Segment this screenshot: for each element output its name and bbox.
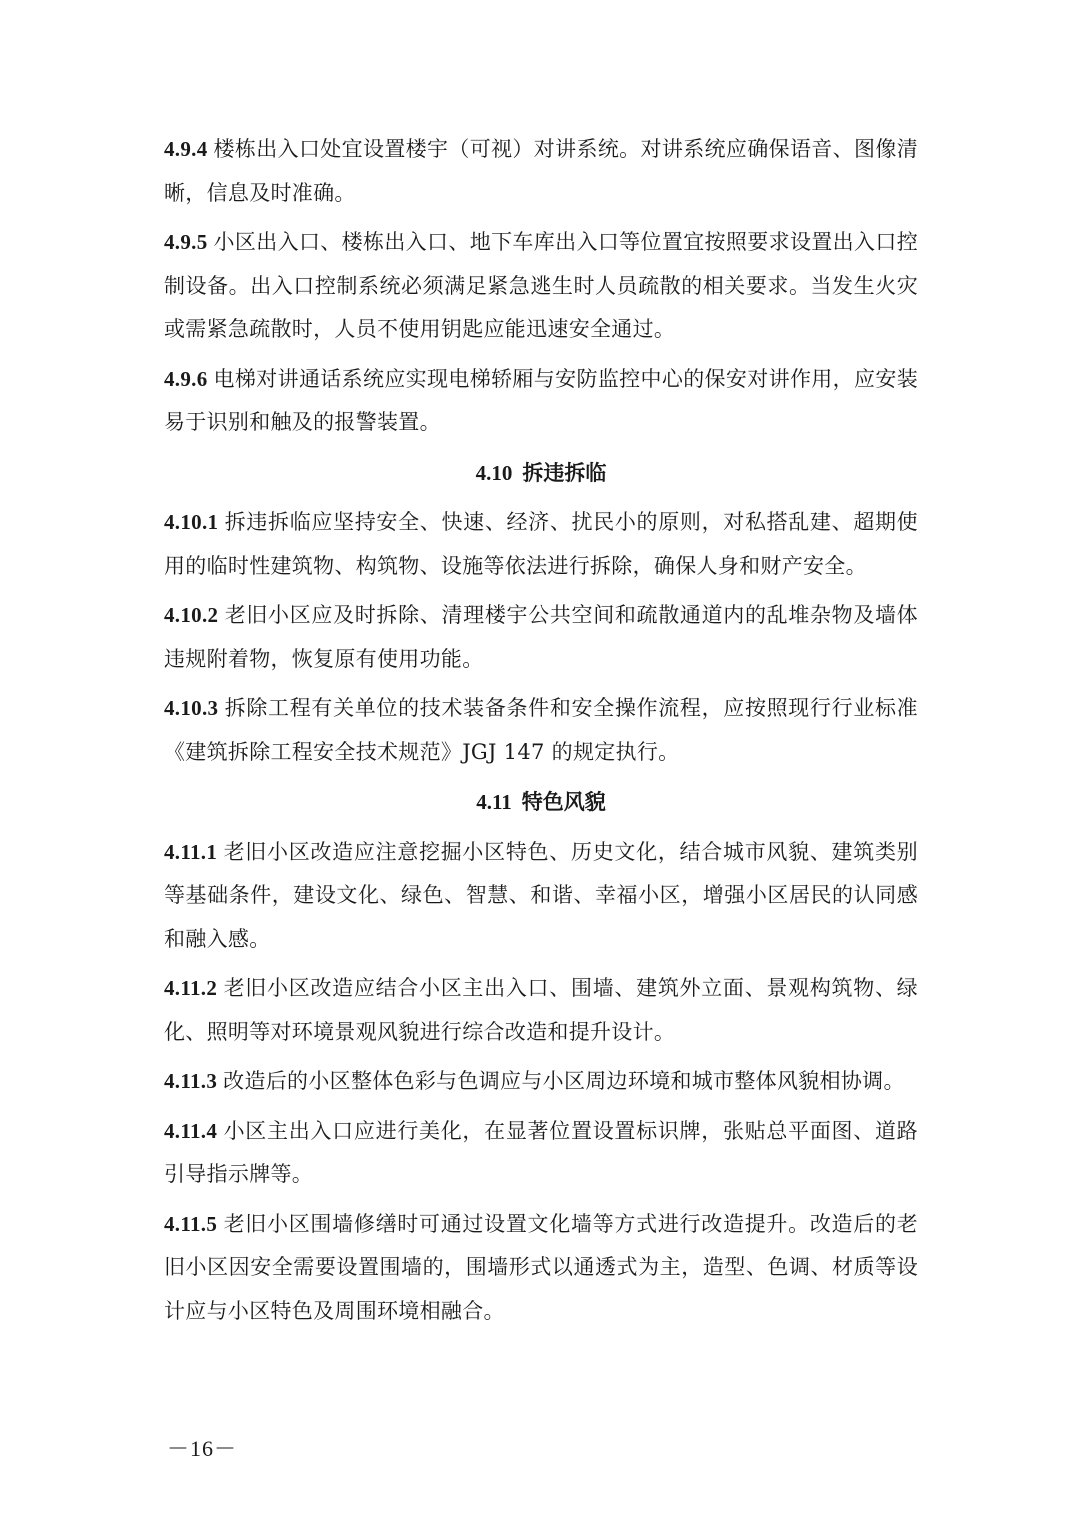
clause-4-9-4 xyxy=(164,128,918,215)
clause-4-10-3 xyxy=(164,687,918,774)
clause-4-11-1 xyxy=(164,831,918,962)
clause-text: 楼栋出入口处宜设置楼宇（可视）对讲系统。对讲系统应确保语音、图像清晰，信息及时准确。 xyxy=(164,137,918,205)
clause-number: 4.11.3 xyxy=(164,1069,218,1093)
clause-text: 电梯对讲通话系统应实现电梯轿厢与安防监控中心的保安对讲作用，应安装易于识别和触及的报警装置。 xyxy=(164,366,918,434)
clause-4-11-2 xyxy=(164,967,918,1054)
section-heading-4-11 xyxy=(164,780,918,825)
clause-number: 4.9.5 xyxy=(164,230,208,254)
page-number: －16－ xyxy=(167,1436,238,1461)
clause-number: 4.9.6 xyxy=(164,366,208,391)
clause-number: 4.9.4 xyxy=(164,137,208,161)
clause-4-11-5 xyxy=(164,1203,918,1334)
clause-text: 小区出入口、楼栋出入口、地下车库出入口等位置宜按照要求设置出入口控制设备。出入口控制系统必须满足紧急逃生时人员疏散的相关要求。当发生火灾或需紧急疏散时，人员不使用钥匙应能迅速安全通过。 xyxy=(164,230,918,341)
clause-number: 4.10.2 xyxy=(164,603,219,627)
clause-text: 拆违拆临应坚持安全、快速、经济、扰民小的原则，对私搭乱建、超期使用的临时性建筑物、构筑物、设施等依法进行拆除，确保人身和财产安全。 xyxy=(164,510,918,578)
clause-4-9-6 xyxy=(164,358,918,445)
section-number: 4.11 xyxy=(476,790,512,814)
clause-text: 老旧小区应及时拆除、清理楼宇公共空间和疏散通道内的乱堆杂物及墙体违规附着物，恢复原有使用功能。 xyxy=(164,603,918,671)
clause-4-10-1 xyxy=(164,501,918,588)
clause-4-11-3 xyxy=(164,1060,918,1104)
clause-number: 4.11.5 xyxy=(164,1211,218,1236)
section-title: 特色风貌 xyxy=(521,789,606,814)
clause-text: 小区主出入口应进行美化，在显著位置设置标识牌，张贴总平面图、道路引导指示牌等。 xyxy=(164,1118,918,1186)
clause-number: 4.11.1 xyxy=(164,839,218,864)
section-number: 4.10 xyxy=(475,460,513,485)
clause-4-10-2 xyxy=(164,594,918,681)
clause-number: 4.10.3 xyxy=(164,696,219,720)
section-heading-4-10 xyxy=(164,451,918,496)
clause-text: 改造后的小区整体色彩与色调应与小区周边环境和城市整体风貌相协调。 xyxy=(223,1069,905,1093)
clause-4-11-4 xyxy=(164,1110,918,1197)
clause-text: 老旧小区改造应结合小区主出入口、围墙、建筑外立面、景观构筑物、绿化、照明等对环境景观风貌进行综合改造和提升设计。 xyxy=(164,976,918,1044)
clause-text: 老旧小区改造应注意挖掘小区特色、历史文化，结合城市风貌、建筑类别等基础条件，建设文化、绿色、智慧、和谐、幸福小区，增强小区居民的认同感和融入感。 xyxy=(164,839,918,951)
clause-number: 4.10.1 xyxy=(164,510,219,534)
clause-text: 老旧小区围墙修缮时可通过设置文化墙等方式进行改造提升。改造后的老旧小区因安全需要设置围墙的，围墙形式以通透式为主，造型、色调、材质等设计应与小区特色及周围环境相融合。 xyxy=(164,1211,918,1323)
clause-number: 4.11.4 xyxy=(164,1118,218,1143)
document-body xyxy=(164,128,918,1339)
clause-number: 4.11.2 xyxy=(164,976,218,1000)
section-title: 拆违拆临 xyxy=(522,459,607,485)
clause-text: 拆除工程有关单位的技术装备条件和安全操作流程，应按照现行行业标准《建筑拆除工程安全技术规范》JGJ 147 的规定执行。 xyxy=(164,696,918,764)
clause-4-9-5 xyxy=(164,221,918,352)
